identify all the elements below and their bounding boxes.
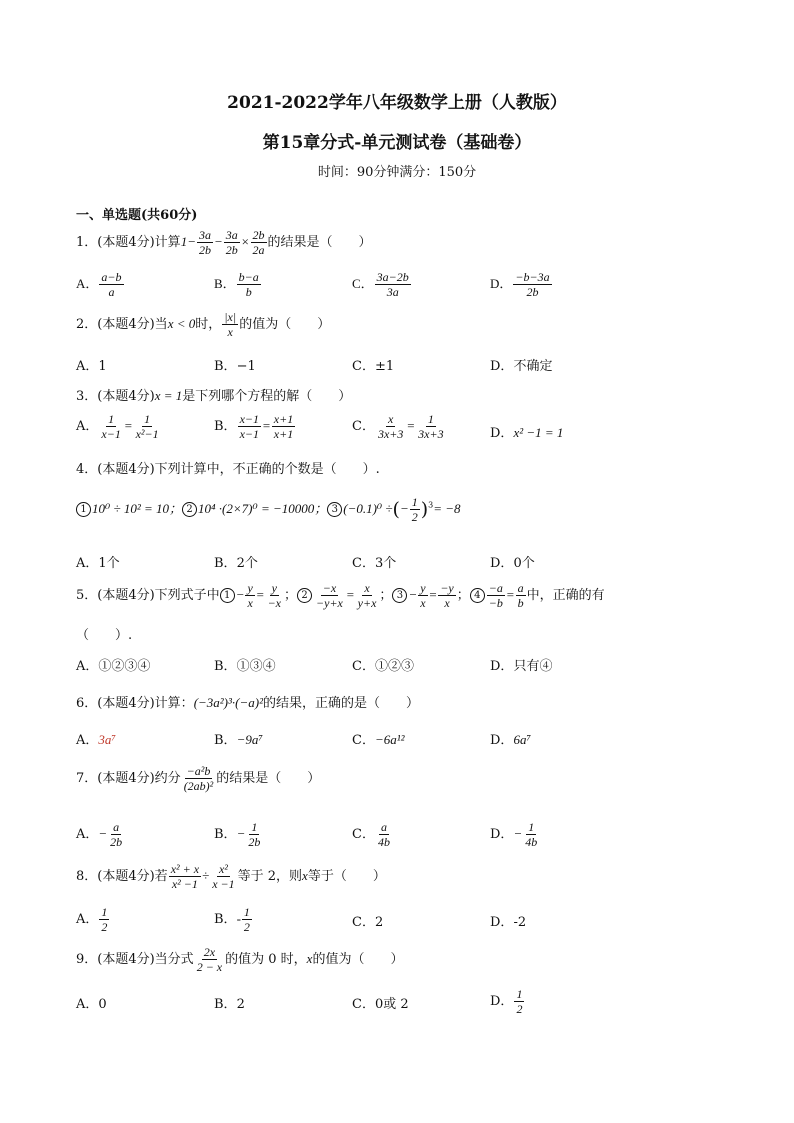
q3-option-d[interactable] bbox=[490, 422, 563, 441]
option-label: B． bbox=[214, 997, 237, 1012]
q1-b-den: b bbox=[245, 285, 252, 299]
option-label: D． bbox=[490, 994, 514, 1009]
question-5: 5．(本题4分)下列式子中 1 − $\frac{y}{x}$ = $\frac{y}{-x}$ ； 2 $\frac{-x}{-y+x}$ = $\frac{x}{y+x}$ ； 3 − $\frac{y}{x}$ = $\frac{-y}{x}$ ； 4 $\frac{-a}{-b}$ = $\frac{a}{b}$ 中，正确的有 bbox=[76, 581, 605, 610]
option-text: 3个 bbox=[374, 556, 397, 571]
question-8 bbox=[76, 862, 386, 891]
q8-option-a[interactable] bbox=[76, 905, 110, 934]
q8-prefix: 8．(本题4分)若 bbox=[76, 869, 168, 884]
option-label: A． bbox=[76, 276, 99, 291]
q8-f1d: x² −1 bbox=[171, 877, 198, 891]
q5-i4-ad: −b bbox=[488, 596, 503, 610]
q2-fn: |x| bbox=[224, 310, 237, 324]
q8-option-b[interactable] bbox=[214, 905, 253, 934]
q3-option-c[interactable]: C． $\frac{x}{3x+3}$ = $\frac{1}{3x+3}$ bbox=[352, 412, 444, 441]
q6-option-d[interactable] bbox=[490, 729, 531, 748]
q9-mid: 的值为 0 时， bbox=[225, 952, 307, 967]
q9-fd: 2 − x bbox=[196, 960, 223, 974]
page-title: 2021-2022学年八年级数学上册（人教版） bbox=[227, 93, 567, 113]
q1-times: × bbox=[240, 234, 250, 249]
q7-fn: −a²b bbox=[186, 764, 211, 778]
q2-suffix: 的值为（ ） bbox=[239, 317, 331, 332]
q3-c-rd: 3x+3 bbox=[418, 427, 444, 441]
q8-suffix2: 等于（ ） bbox=[307, 869, 386, 884]
option-text: 2 bbox=[374, 915, 384, 930]
option-label: A． bbox=[76, 419, 99, 434]
question-1 bbox=[76, 228, 372, 257]
q9-var: x bbox=[306, 951, 313, 966]
option-label: B． bbox=[214, 359, 237, 374]
q8-div: ÷ bbox=[202, 868, 210, 883]
option-label: A． bbox=[76, 733, 99, 748]
q1-frac2 bbox=[224, 228, 240, 257]
q4-expr3a: (−0.1)⁰ ÷ bbox=[343, 501, 393, 516]
q1-c-num: 3a−2b bbox=[376, 270, 409, 284]
q3-option-b[interactable]: B． $\frac{x-1}{x-1}$ = $\frac{x+1}{x+1}$ bbox=[214, 412, 294, 441]
q1-prefix: 1．(本题4分)计算 bbox=[76, 235, 181, 250]
option-label: C． bbox=[352, 997, 375, 1012]
q1-d-num: −b−3a bbox=[515, 270, 550, 284]
option-num: 1 bbox=[528, 820, 535, 834]
q5-i1-an: y bbox=[247, 581, 253, 595]
q1-minus: − bbox=[213, 234, 223, 249]
q3-c-ln: x bbox=[388, 412, 394, 426]
q3-prefix: 3．(本题4分) bbox=[76, 389, 155, 404]
q5-i4-an: −a bbox=[488, 581, 503, 595]
option-text: ①②③④ bbox=[98, 659, 151, 674]
option-label: A． bbox=[76, 659, 99, 674]
q1-option-b[interactable] bbox=[214, 270, 262, 299]
option-label: C． bbox=[352, 359, 375, 374]
q7-fd: (2ab)² bbox=[183, 779, 214, 793]
q2-option-a[interactable] bbox=[76, 355, 107, 374]
option-num: 1 bbox=[243, 905, 250, 919]
q4-expressions: 1 10⁰ ÷ 10² = 10； 2 10⁴ ·(2×7)⁰ = −10000； 3 (−0.1)⁰ ÷(− $\frac{1}{2}$ )$^3$= −8 bbox=[76, 495, 461, 524]
q1-one: 1− bbox=[180, 234, 196, 249]
option-text: 1 bbox=[98, 359, 107, 374]
q9-option-b[interactable] bbox=[214, 993, 245, 1012]
q5-i1-sign: − bbox=[235, 587, 245, 602]
q5-suffix: 中，正确的有 bbox=[526, 588, 605, 603]
q3-suffix: 是下列哪个方程的解（ ） bbox=[182, 389, 352, 404]
option-num: 1 bbox=[101, 905, 108, 919]
q5-i2-an: −x bbox=[322, 581, 337, 595]
option-label: D． bbox=[490, 556, 514, 571]
q1-c-den: 3a bbox=[386, 285, 399, 299]
option-text: −1 bbox=[236, 359, 256, 374]
q9-option-c[interactable] bbox=[352, 993, 409, 1012]
option-den: 2 bbox=[516, 1002, 523, 1016]
q1-d-den: 2b bbox=[526, 285, 539, 299]
option-den: 2 bbox=[243, 920, 250, 934]
option-text: 2个 bbox=[236, 556, 258, 571]
option-text: 2 bbox=[236, 997, 245, 1012]
circled-number: 2 bbox=[182, 502, 197, 517]
option-label: C． bbox=[352, 276, 374, 291]
q5-i3-sign: − bbox=[408, 587, 418, 602]
q7-option-c[interactable] bbox=[352, 820, 393, 849]
option-label: D． bbox=[490, 426, 514, 441]
option-den: 2 bbox=[101, 920, 108, 934]
q3-b-ln: x−1 bbox=[239, 412, 259, 426]
question-3 bbox=[76, 385, 351, 404]
q5-i3-bn: −y bbox=[440, 581, 454, 595]
q3-a-rn: 1 bbox=[144, 412, 151, 426]
option-label: D． bbox=[490, 659, 514, 674]
q5-i2-bn: x bbox=[364, 581, 370, 595]
option-text: 不确定 bbox=[513, 359, 553, 374]
q3-b-rd: x+1 bbox=[273, 427, 294, 441]
q5-option-a[interactable] bbox=[76, 655, 150, 674]
q1-frac3 bbox=[251, 228, 267, 257]
q8-var: x bbox=[302, 868, 308, 883]
q5-i2-ad: −y+x bbox=[316, 596, 343, 610]
option-den: 2b bbox=[110, 835, 123, 849]
q1-f3d: 2a bbox=[252, 243, 265, 257]
option-label: A． bbox=[76, 827, 99, 842]
option-sign: − bbox=[98, 826, 108, 841]
option-den: 4b bbox=[525, 835, 538, 849]
q9-prefix: 9．(本题4分)当分式 bbox=[76, 952, 194, 967]
q5-option-d[interactable] bbox=[490, 655, 552, 674]
q4-fd: 2 bbox=[411, 510, 418, 524]
option-text: ±1 bbox=[374, 359, 395, 374]
q5-option-b[interactable] bbox=[214, 655, 276, 674]
option-sign: − bbox=[236, 826, 246, 841]
q2-cond: x < 0 bbox=[167, 316, 196, 331]
q5-i4-bd: b bbox=[517, 596, 524, 610]
exam-meta: 时间：90分钟满分：150分 bbox=[317, 165, 477, 180]
option-label: A． bbox=[76, 556, 99, 571]
q1-f1d: 2b bbox=[198, 243, 211, 257]
option-text: 6a⁷ bbox=[513, 732, 531, 747]
q5-i3-an: y bbox=[420, 581, 426, 595]
option-text: 0个 bbox=[513, 556, 535, 571]
q6-expr: (−3a²)³·(−a)² bbox=[193, 695, 263, 710]
option-text: 0或 2 bbox=[374, 997, 409, 1012]
option-label: D． bbox=[490, 915, 514, 930]
q1-f1n: 3a bbox=[198, 228, 211, 242]
option-text: 3a⁷ bbox=[98, 732, 116, 747]
q4-option-d[interactable] bbox=[490, 552, 535, 571]
q3-a-ln: 1 bbox=[108, 412, 115, 426]
option-text: ①③④ bbox=[236, 659, 276, 674]
q8-f1n: x² + x bbox=[170, 862, 200, 876]
option-label: C． bbox=[352, 419, 375, 434]
option-den: 2b bbox=[248, 835, 261, 849]
q6-option-b[interactable] bbox=[214, 729, 263, 748]
option-text: −9a⁷ bbox=[236, 732, 263, 747]
option-sign: - bbox=[236, 911, 241, 926]
q3-a-ld: x−1 bbox=[101, 427, 121, 441]
q9-option-a[interactable] bbox=[76, 993, 107, 1012]
q9-fn: 2x bbox=[203, 945, 216, 959]
question-7 bbox=[76, 764, 320, 793]
option-label: B． bbox=[214, 912, 237, 927]
q7-option-b[interactable] bbox=[214, 820, 263, 849]
q2-option-c[interactable] bbox=[352, 355, 394, 374]
q1-f3n: 2b bbox=[252, 228, 265, 242]
q3-option-a[interactable]: A． $\frac{1}{x-1}$ = $\frac{1}{\text{x²−1}}$ bbox=[76, 412, 159, 441]
option-label: B． bbox=[214, 556, 237, 571]
option-text: −6a¹² bbox=[374, 732, 405, 747]
q1-option-c[interactable] bbox=[352, 270, 412, 299]
q4-expr3b: = −8 bbox=[433, 501, 461, 516]
option-label: D． bbox=[490, 827, 514, 842]
option-text: 1个 bbox=[98, 556, 120, 571]
q1-f2n: 3a bbox=[225, 228, 238, 242]
option-text: 0 bbox=[98, 997, 107, 1012]
q5-i2-bd: y+x bbox=[357, 596, 377, 610]
question-4: 4．(本题4分)下列计算中，不正确的个数是（ ）. bbox=[76, 462, 380, 477]
q5-option-c[interactable] bbox=[352, 655, 414, 674]
q8-f2n: x² bbox=[218, 862, 228, 876]
q1-suffix: 的结果是（ ） bbox=[267, 235, 372, 250]
q5-i1-bn: y bbox=[271, 581, 277, 595]
option-label: B． bbox=[214, 827, 237, 842]
q3-a-rd: x²−1 bbox=[135, 427, 159, 441]
q3-c-ld: 3x+3 bbox=[377, 427, 404, 441]
option-text: ①②③ bbox=[374, 659, 414, 674]
q4-fn: 1 bbox=[411, 495, 418, 509]
q7-option-d[interactable] bbox=[490, 820, 540, 849]
option-label: B． bbox=[214, 733, 237, 748]
option-label: B． bbox=[214, 659, 237, 674]
q1-option-d[interactable] bbox=[490, 270, 553, 299]
q9-suffix: 的值为（ ） bbox=[312, 952, 404, 967]
q9-option-d[interactable] bbox=[490, 987, 525, 1016]
option-label: C． bbox=[352, 556, 375, 571]
question-2 bbox=[76, 310, 330, 339]
q1-option-a[interactable] bbox=[76, 270, 125, 299]
option-label: B． bbox=[214, 276, 236, 291]
circled-number: 3 bbox=[327, 502, 342, 517]
option-label: C． bbox=[352, 827, 375, 842]
question-9 bbox=[76, 945, 403, 974]
q1-a-num: a−b bbox=[101, 270, 122, 284]
q7-suffix: 的结果是（ ） bbox=[216, 771, 321, 786]
option-label: C． bbox=[352, 915, 375, 930]
option-label: A． bbox=[76, 912, 99, 927]
q5-prefix: 5．(本题4分)下列式子中 bbox=[76, 588, 220, 603]
option-num: a bbox=[113, 820, 120, 834]
option-label: D． bbox=[490, 359, 514, 374]
q5-i3-bd: x bbox=[444, 596, 450, 610]
q5-i1-ad: x bbox=[247, 596, 253, 610]
q1-a-den: a bbox=[108, 285, 115, 299]
option-label: C． bbox=[352, 733, 375, 748]
option-num: a bbox=[380, 820, 387, 834]
q2-option-b[interactable] bbox=[214, 355, 256, 374]
circled-number: 1 bbox=[76, 502, 91, 517]
q3-b-rn: x+1 bbox=[273, 412, 294, 426]
option-label: B． bbox=[214, 419, 237, 434]
q1-f2d: 2b bbox=[225, 243, 238, 257]
q5-i4-bn: a bbox=[517, 581, 524, 595]
question-6 bbox=[76, 692, 419, 711]
q6-option-a[interactable] bbox=[76, 729, 116, 748]
q3-cond: x = 1 bbox=[154, 388, 183, 403]
option-label: D． bbox=[490, 276, 513, 291]
q2-option-d[interactable] bbox=[490, 355, 552, 374]
option-label: D． bbox=[490, 733, 514, 748]
q7-prefix: 7．(本题4分)约分 bbox=[76, 771, 181, 786]
page-subtitle: 第15章分式-单元测试卷（基础卷） bbox=[262, 133, 532, 153]
q6-prefix: 6．(本题4分)计算： bbox=[76, 696, 194, 711]
q4-option-b[interactable] bbox=[214, 552, 258, 571]
option-text: 只有④ bbox=[513, 659, 553, 674]
q7-option-a[interactable] bbox=[76, 820, 125, 849]
q2-mid: 时， bbox=[195, 317, 222, 332]
q4-expr1: 10⁰ ÷ 10² = 10； bbox=[92, 501, 183, 516]
q1-b-num: b−a bbox=[238, 270, 259, 284]
option-num: 1 bbox=[251, 820, 258, 834]
q5-i3-ad: x bbox=[420, 596, 426, 610]
q3-c-rn: 1 bbox=[427, 412, 434, 426]
q4-option-c[interactable] bbox=[352, 552, 396, 571]
q6-suffix: 的结果，正确的是（ ） bbox=[263, 696, 420, 711]
q5-line2: （ ）. bbox=[76, 628, 133, 643]
q8-f2d: x −1 bbox=[212, 877, 235, 891]
option-label: A． bbox=[76, 997, 99, 1012]
q8-suffix: 等于 2，则 bbox=[237, 869, 303, 884]
q3-b-ld: x−1 bbox=[239, 427, 259, 441]
q8-option-d[interactable] bbox=[490, 911, 526, 930]
q6-option-c[interactable] bbox=[352, 729, 405, 748]
q2-prefix: 2．(本题4分)当 bbox=[76, 317, 168, 332]
q8-option-c[interactable] bbox=[352, 911, 383, 930]
section-title: 一、单选题(共60分) bbox=[76, 208, 198, 223]
q5-i1-bd: −x bbox=[267, 596, 282, 610]
option-den: 4b bbox=[377, 835, 390, 849]
q4-option-a[interactable] bbox=[76, 552, 120, 571]
option-num: 1 bbox=[516, 987, 523, 1001]
option-label: C． bbox=[352, 659, 375, 674]
option-label: A． bbox=[76, 359, 99, 374]
option-sign: − bbox=[513, 826, 523, 841]
q1-frac1 bbox=[197, 228, 213, 257]
q2-fd: x bbox=[227, 325, 233, 339]
option-text: -2 bbox=[513, 915, 527, 930]
q4-expr2: 10⁴ ·(2×7)⁰ = −10000； bbox=[198, 501, 328, 516]
option-text: x² −1 = 1 bbox=[513, 425, 564, 440]
